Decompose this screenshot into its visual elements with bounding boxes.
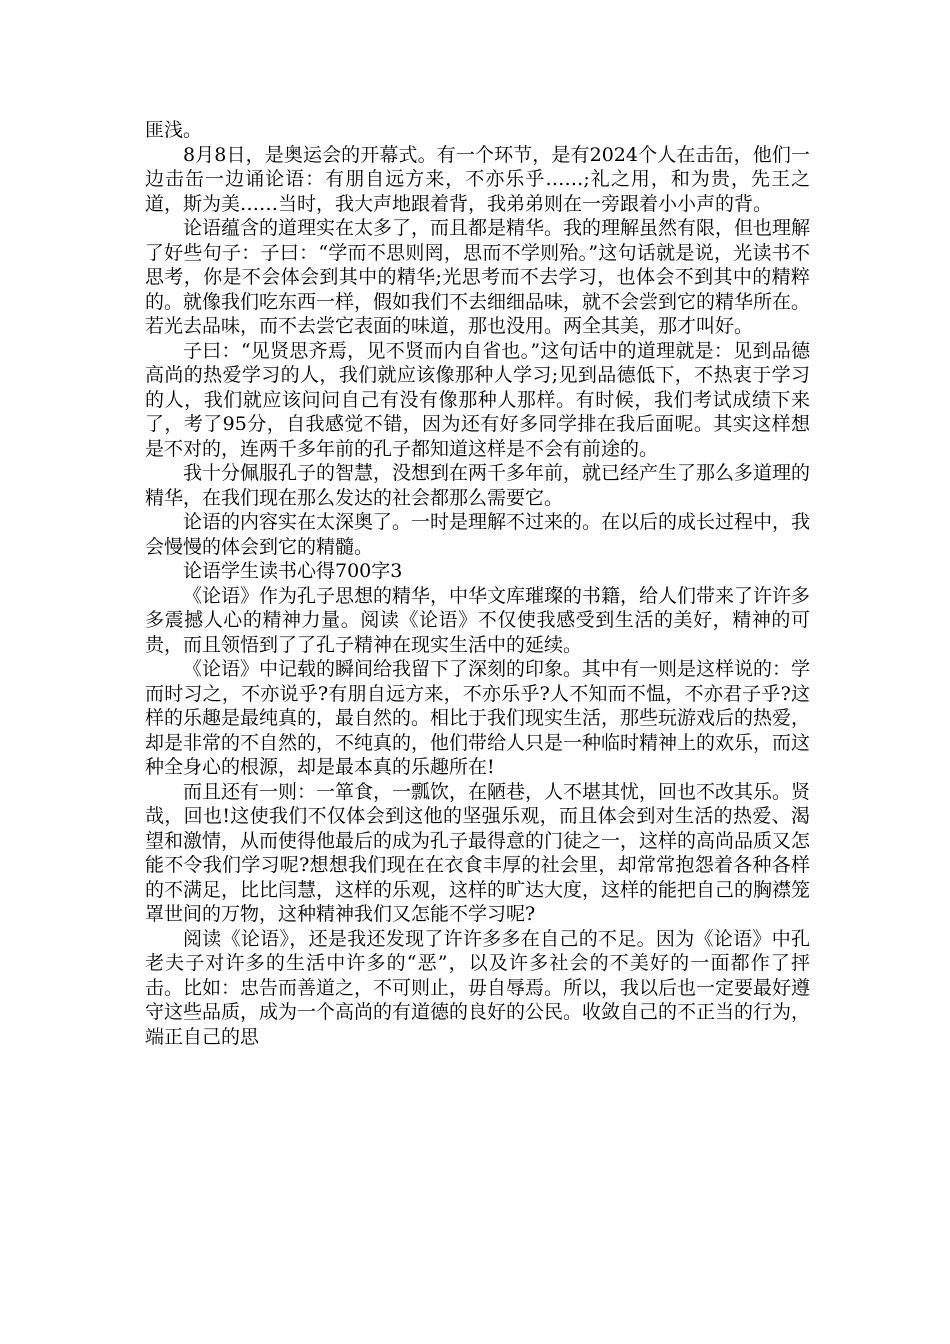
- paragraph-virtue: 子曰：“见贤思齐焉，见不贤而内自省也。”这句话中的道理就是：见到品德高尚的热爱学习的人，我们就应该像那种人学习;见到品德低下，不热衷于学习的人，我们就应该问问自己有没有像那种人那样。有时候，我们考试成绩下来了，考了95分，自我感觉不错，因为还有好多同学排在我后面呢。其实这样想是不对的，连两千多年前的孔子都知道这样是不会有前途的。: [145, 339, 810, 460]
- paragraph-impression: 《论语》中记载的瞬间给我留下了深刻的印象。其中有一则是这样说的：学而时习之，不亦说乎?有朋自远方来，不亦乐乎?人不知而不愠，不亦君子乎?这样的乐趣是最纯真的，最自然的。相比于我们现实生活，那些玩游戏后的热爱，却是非常的不自然的，不纯真的，他们带给人只是一种临时精神上的欢乐，而这种全身心的根源，却是最本真的乐趣所在!: [145, 658, 811, 778]
- paragraph-profound: 论语的内容实在太深奥了。一时是理解不过来的。在以后的成长过程中，我会慢慢的体会到它的精髓。: [145, 511, 811, 558]
- section-heading: 论语学生读书心得700字3: [183, 560, 403, 582]
- paragraph-essence: 《论语》作为孔子思想的精华，中华文库璀璨的书籍，给人们带来了许许多多震撼人心的精神力量。阅读《论语》不仅使我感受到生活的美好，精神的可贵，而且领悟到了了孔子精神在现实生活中的延续。: [145, 584, 811, 656]
- paragraph-shortcomings: 阅读《论语》，还是我还发现了许许多多在自己的不足。因为《论语》中孔老夫子对许多的生活中许多的“恶”，以及许多社会的不美好的一面都作了抨击。比如：忠告而善道之，不可则止，毋自辱焉。所以，我以后也一定要最好遵守这些品质，成为一个高尚的有道德的良好的公民。收敛自己的不正当的行为，端正自己的思: [145, 927, 811, 1048]
- paragraph-yan-hui: 而且还有一则：一箪食，一瓢饮，在陋巷，人不堪其忧，回也不改其乐。贤哉，回也!这使我们不仅体会到这他的坚强乐观，而且体会到对生活的热爱、渴望和激情，从而使得他最后的成为孔子最得意的门徒之一，这样的高尚品质又怎能不令我们学习呢?想想我们现在在衣食丰厚的社会里，却常常抱怨着各种各样的不满足，比比闫慧，这样的乐观，这样的旷达大度，这样的能把自己的胸襟笼罩世间的万物，这种精神我们又怎能不学习呢?: [145, 780, 811, 925]
- paragraph-admiration: 我十分佩服孔子的智慧，没想到在两千多年前，就已经产生了那么多道理的精华，在我们现在那么发达的社会都那么需要它。: [145, 462, 811, 509]
- paragraph-olympics: 8月8日，是奥运会的开幕式。有一个环节，是有2024个人在击缶，他们一边击缶一边诵论语：有朋自远方来，不亦乐乎……;礼之用，和为贵，先王之道，斯为美……当时，我大声地跟着背，我弟弟则在一旁跟着小小声的背。: [145, 143, 810, 215]
- paragraph-learning-thinking: 论语蕴含的道理实在太多了，而且都是精华。我的理解虽然有限，但也理解了好些句子：子曰：“学而不思则罔，思而不学则殆。”这句话就是说，光读书不思考，你是不会体会到其中的精华;光思考而不去学习，也体会不到其中的精粹的。就像我们吃东西一样，假如我们不去细细品味，就不会尝到它的精华所在。若光去品味，而不去尝它表面的味道，那也没用。两全其美，那才叫好。: [145, 217, 811, 337]
- paragraph-continuation: 匪浅。: [145, 119, 203, 141]
- body-text: [145, 118, 810, 1049]
